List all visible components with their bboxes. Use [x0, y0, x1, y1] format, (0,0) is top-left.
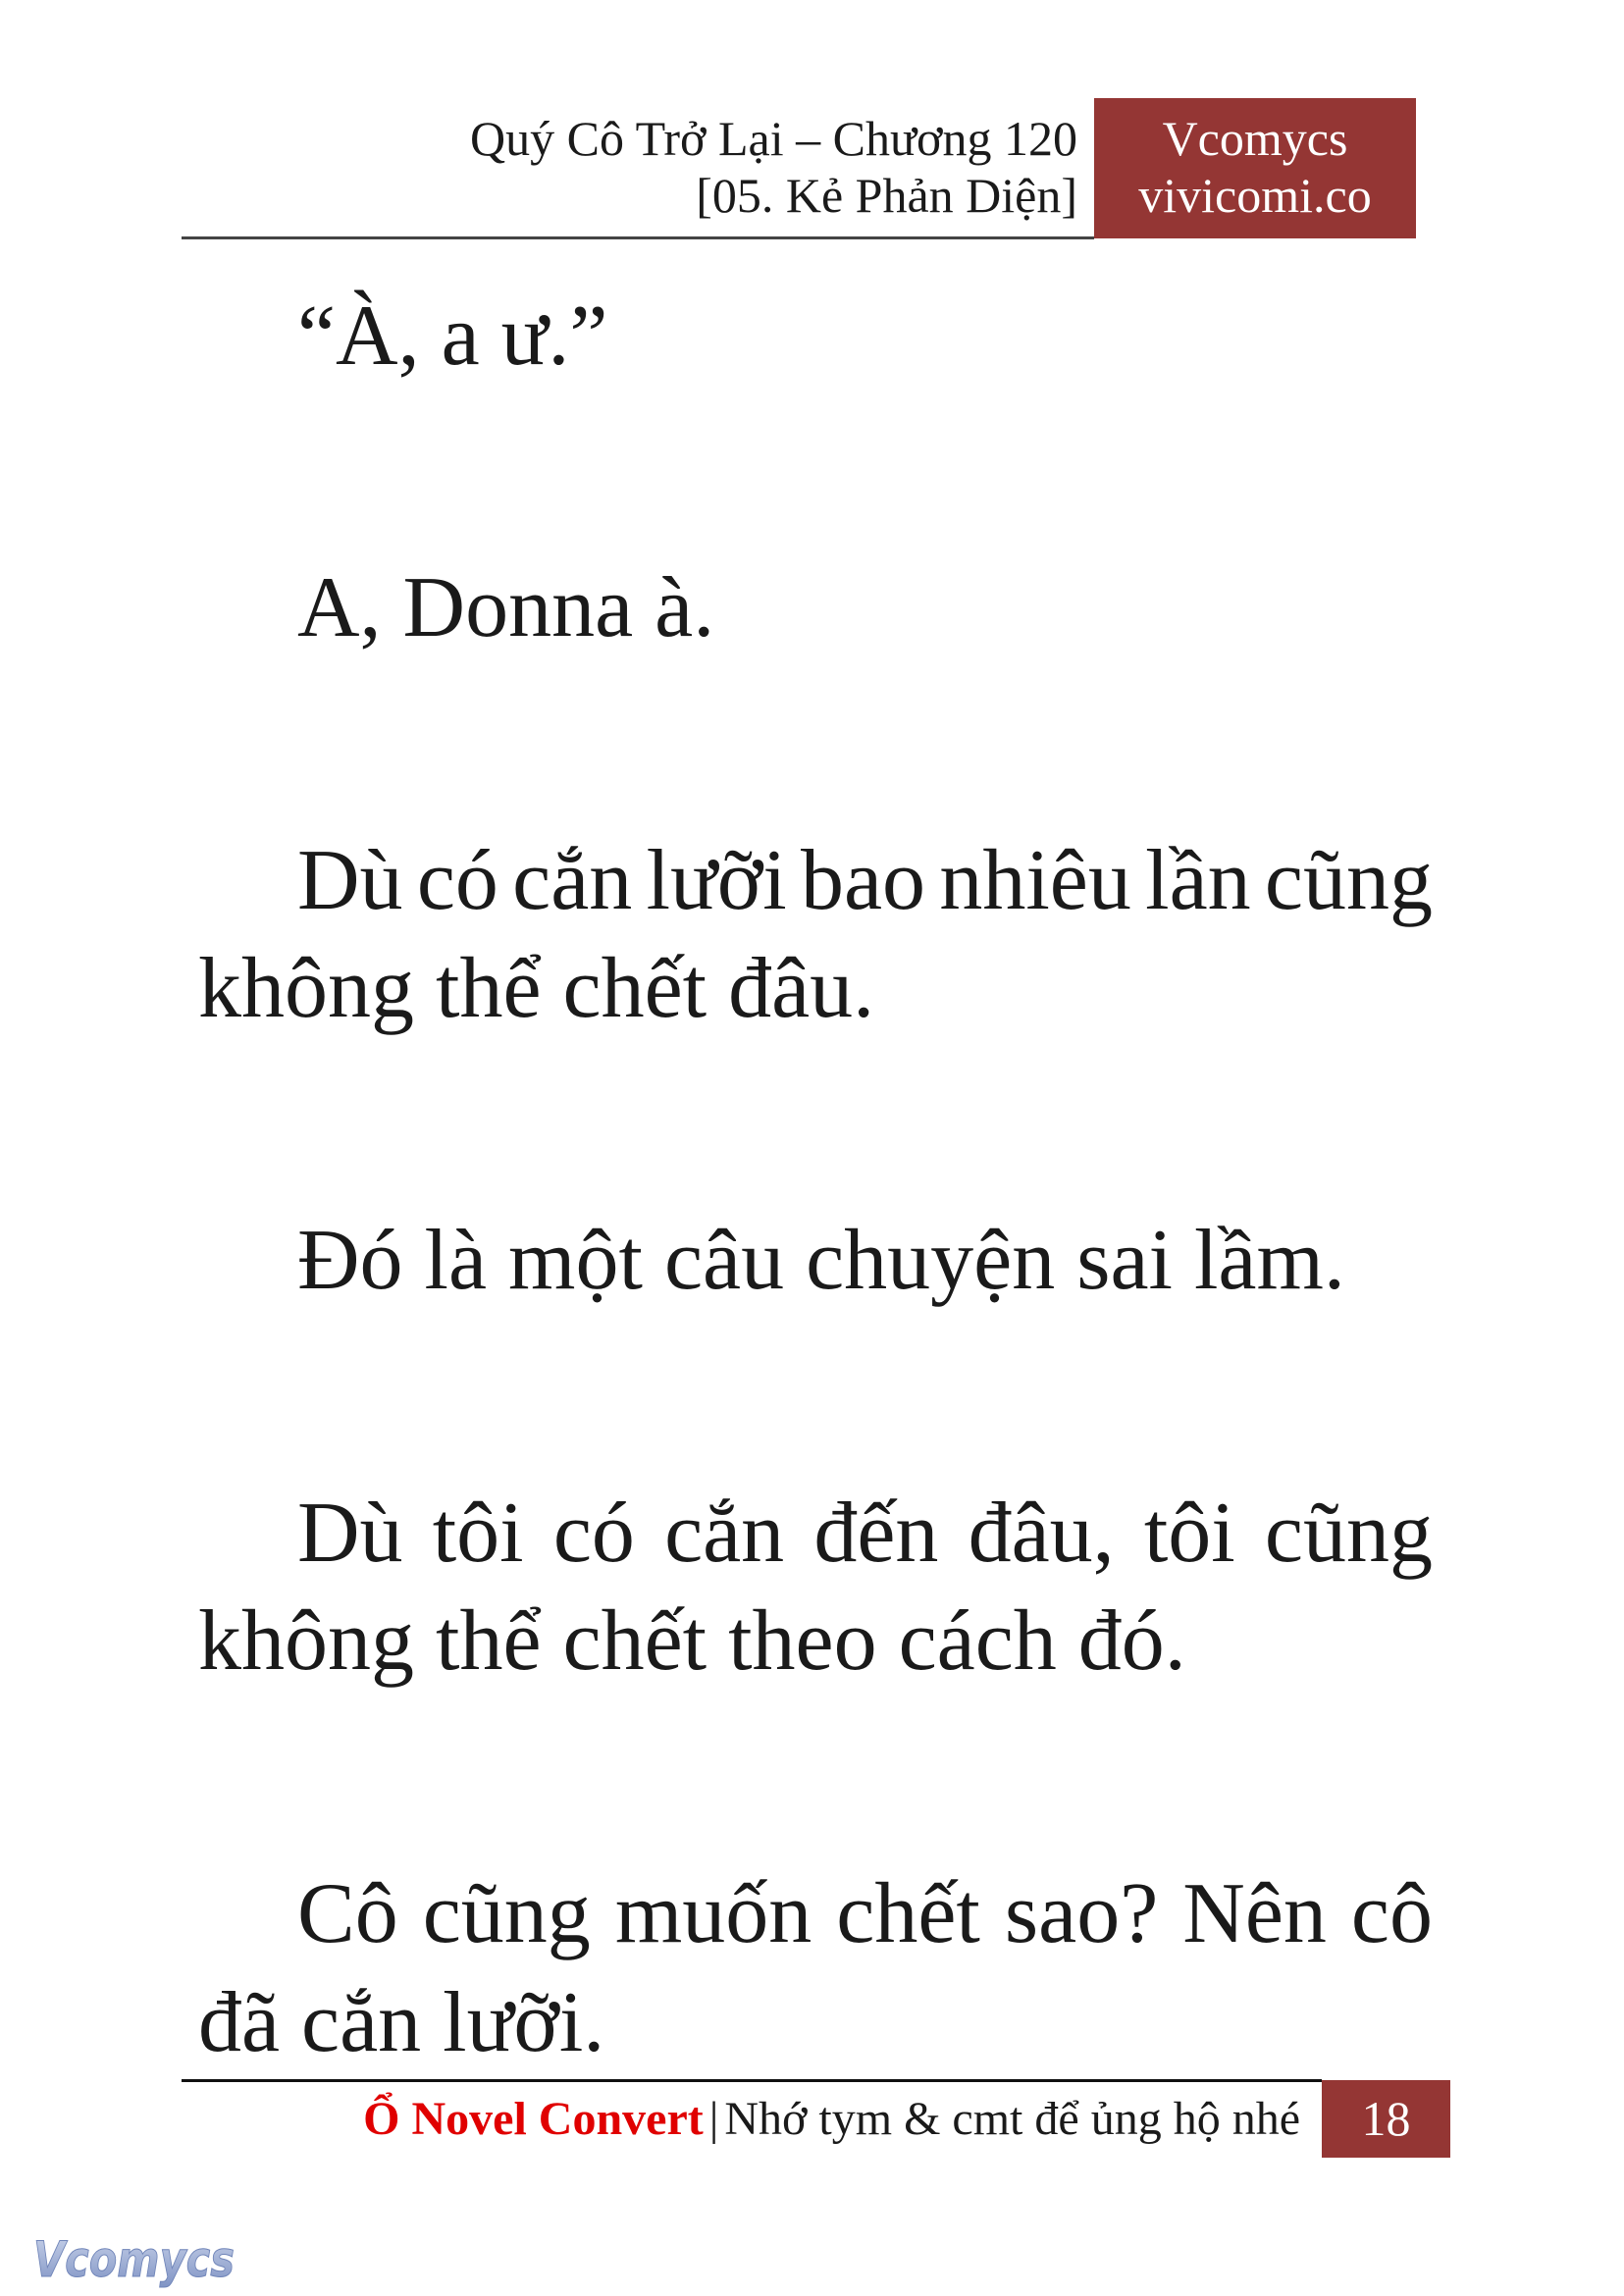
paragraph-line: [198, 287, 1433, 386]
paragraph-line-text: Dù có cắn lưỡi bao nhiêu lần cũng: [297, 833, 1433, 928]
paragraph-line-text: A, Donna à.: [297, 560, 715, 655]
paragraph-line: [198, 1592, 1433, 1691]
paragraph-line-text: không thể chết đâu.: [198, 941, 875, 1036]
vcomycs-logo-icon: [29, 2225, 245, 2296]
paragraph-line-text: đã cắn lưỡi.: [198, 1975, 605, 2070]
header-divider: [182, 236, 1094, 239]
site-badge-url: vivicomi.co: [1138, 168, 1372, 223]
site-badge: [1094, 98, 1416, 238]
paragraph-line-text: không thể chết theo cách đó.: [198, 1593, 1186, 1689]
paragraph-line-text: Dù tôi có cắn đến đâu, tôi cũng: [297, 1486, 1433, 1581]
footer-brand: Ổ Novel Convert: [363, 2093, 704, 2145]
footer-message: Nhớ tym & cmt để ủng hộ nhé: [724, 2093, 1300, 2145]
paragraph-line: [198, 940, 1433, 1038]
paragraph-line-text: “À, a ư.”: [297, 288, 608, 384]
paragraph-line: [198, 832, 1433, 930]
paragraph-line-text: Đó là một câu chuyện sai lầm.: [297, 1213, 1345, 1308]
paragraph-line: [198, 559, 1433, 657]
svg-text:Vcomycs: Vcomycs: [33, 2231, 235, 2288]
site-badge-name: Vcomycs: [1162, 111, 1348, 166]
chapter-title: Quý Cô Trở Lại – Chương 120: [470, 111, 1077, 166]
chapter-subtitle: [05. Kẻ Phản Diện]: [696, 168, 1077, 223]
paragraph-line: [198, 1485, 1433, 1583]
footer-divider: [182, 2079, 1322, 2082]
page-number: 18: [1322, 2080, 1450, 2158]
paragraph-line: [198, 1212, 1433, 1310]
paragraph-line: [198, 1974, 1433, 2072]
paragraph-line: [198, 1865, 1433, 1963]
chapter-header: [470, 110, 1077, 224]
footer-separator: |: [708, 2093, 719, 2145]
footer: [363, 2090, 1300, 2149]
paragraph-line-text: Cô cũng muốn chết sao? Nên cô: [297, 1866, 1433, 1961]
